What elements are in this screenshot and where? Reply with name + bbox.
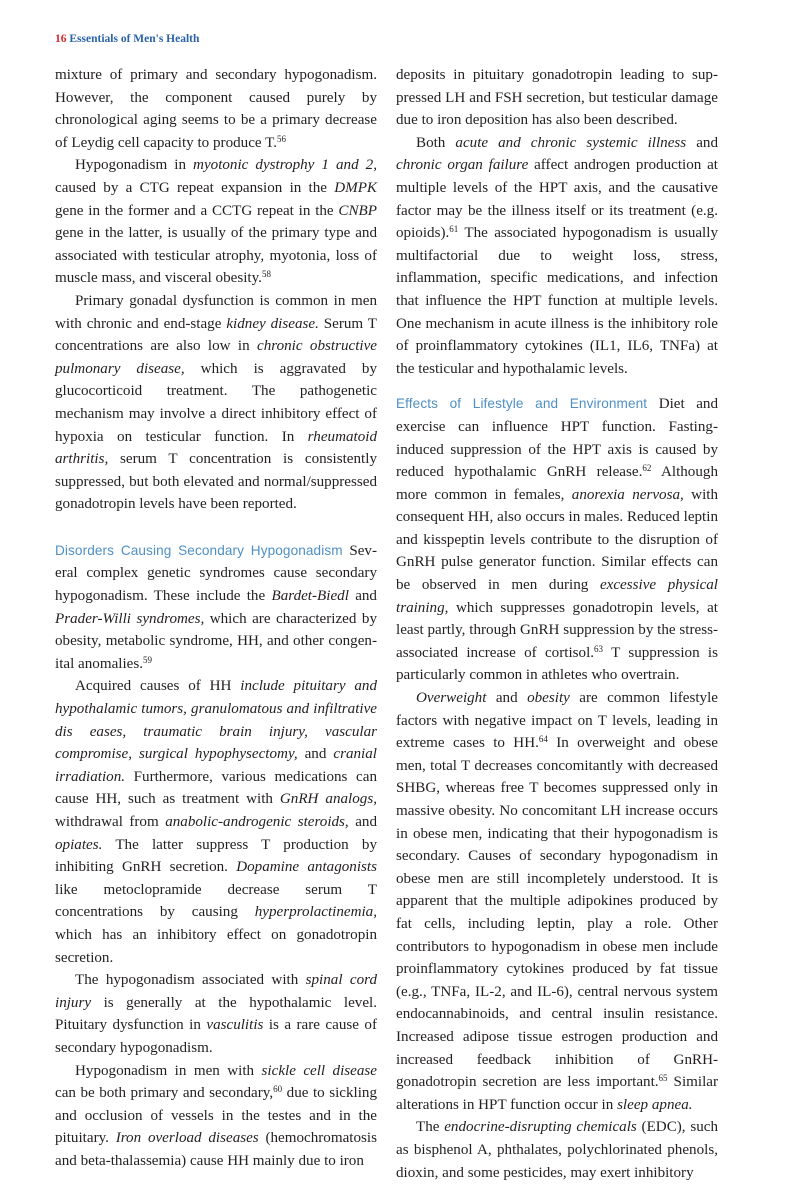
reference-superscript: 59 — [143, 654, 153, 665]
reference-superscript: 64 — [538, 734, 548, 745]
paragraph: Overweight and obesity are common lifestyle factors with negative impact on T levels, leading in extreme cases to HH.$^{64}$ In overweight and obese men, total T decreases concomitantly with decreased SHBG, whereas free T becomes suppressed only in massive obesity. No concomitant LH increase occurs in obese men, indicating that their hypogonadism is secondary. Causes of secondary hypogonadism in obese men are still incompletely understood. It is apparent that the multiple adipokines produced by fat cells, including leptin, play a role. Other contributors to hypogonadism in obese men include proinflammatory cytokines produced by fat tissue (e.g., TNFa, IL-2, and IL-6), central nervous system endocannabinoids, and central insulin resistance. Increased adipose tissue estrogen production and increased feedback inhibition of GnRH-gonadotropin secretion are less important.$^{65}$ Similar alterations in HPT function occur in sleep apnea. — [396, 690, 718, 1113]
paragraph: Both acute and chronic systemic illness and chronic organ failure affect androgen production at multiple levels of the HPT axis, and the causative factor may be the illness itself or its treatment (e.g. opioids).$^{61}$ The associated hypogonadism is usually multifactorial due to weight loss, stress, inflammation, specific medications, and infection that influence the HPT function at multiple levels. One mechanism in acute illness is the inhibitory role of proinflammatory cytokines (IL1, IL6, TNFa) at the testicular and hypothalamic levels. — [396, 134, 718, 377]
reference-superscript: 62 — [642, 463, 652, 474]
running-head — [55, 33, 199, 45]
book-title: Essentials of Men's Health — [69, 33, 200, 45]
paragraph: The hypogonadism associated with spinal cord injury is generally at the hypothalamic level. Pituitary dysfunction in vasculitis is a rare cause of secondary hypogonadism. — [55, 972, 377, 1056]
paragraph: Disorders Causing Secondary Hypogonadism Several complex genetic syndromes cause secondary hypogonadism. These include the Bardet-Biedl and Prader-Willi syndromes, which are characterized by obesity, metabolic syndrome, HH, and other congenital anomalies.$^{59}$ — [55, 542, 377, 672]
paragraph: Primary gonadal dysfunction is common in men with chronic and end-stage kidney disease. Serum T concentrations are also low in chronic obstructive pulmonary disease, which is aggravated by glucocorticoid treatment. The pathogenetic mechanism may involve a direct inhibitory effect of hypoxia on testicular function. In rheumatoid arthritis, serum T concentration is consistently suppressed, but both elevated and normal/​suppressed gonadotropin levels have been reported. — [55, 292, 378, 513]
paragraph: Acquired causes of HH include pituitary and hypothalamic tumors, granulomatous and infiltrative dis eases, traumatic brain injury, vascular compromise, surgical hypophysectomy, and cranial irradiation. Furthermore, various medications can cause HH, such as treatment with GnRH analogs, withdrawal from anabolic-androgenic steroids, and opiates. The latter suppress T production by inhibiting GnRH secretion. Dopamine antagonists like metoclopramide decrease serum T concentrations by causing hyperprolactinemia, which has an inhibitory effect on gonadotropin secretion. — [55, 678, 377, 966]
section-heading: Disorders Causing Secondary Hypogonadism — [55, 542, 343, 558]
paragraph: Hypogonadism in men with sickle cell disease can be both primary and secondary,$^{60}$ due to sickling and occlusion of vessels in the testes and in the pituitary. Iron overload diseases (hemochromatosis and beta-thalassemia) cause HH mainly due to iron — [55, 1062, 377, 1169]
paragraph: mixture of primary and secondary hypogonadism. However, the component caused purely by chronological aging seems to be a primary decrease of Leydig cell capacity to produce T.$^{56}$ — [55, 67, 377, 151]
reference-superscript: 61 — [449, 224, 459, 235]
left-column — [55, 64, 377, 1173]
reference-superscript: 63 — [594, 643, 604, 654]
reference-superscript: 58 — [261, 269, 271, 280]
paragraph: Hypogonadism in myotonic dystrophy 1 and 2, caused by a CTG repeat expansion in the DMPK gene in the former and a CCTG repeat in the CNBP gene in the latter, is usually of the primary type and associated with testicular atrophy, myotonia, loss of muscle mass, and visceral obesity.$^{58}$ — [55, 157, 377, 287]
paragraph: deposits in pituitary gonadotropin leading to suppressed LH and FSH secretion, but testicular damage due to iron deposition has also been described. — [396, 67, 718, 129]
paragraph: Effects of Lifestyle and Environment Diet and exercise can influence HPT function. Fasting-induced suppression of the HPT axis is caused by reduced hypothalamic GnRH release.$^{62}$ Although more common in females, anorexia nervosa, with consequent HH, also occurs in males. Reduced leptin and kisspeptin levels contribute to the disruption of GnRH pulse generator function. Similar effects can be observed in men during excessive physical training, which suppresses gonadotropin levels, at least partly, through GnRH suppression by the stress-associated increase of cortisol.$^{63}$ T suppression is particularly common in athletes who overtrain. — [396, 396, 719, 684]
paragraph: The endocrine-disrupting chemicals (EDC), such as bisphenol A, phthalates, polychlorinated phenols, dioxin, and some pesticides, may exert inhibitory — [396, 1119, 718, 1181]
right-column — [396, 64, 718, 1184]
reference-superscript: 56 — [276, 133, 286, 144]
page-number: 16 — [55, 33, 67, 45]
section-heading: Effects of Lifestyle and Environment — [396, 396, 648, 412]
reference-superscript: 60 — [273, 1084, 283, 1095]
reference-superscript: 65 — [658, 1073, 668, 1084]
